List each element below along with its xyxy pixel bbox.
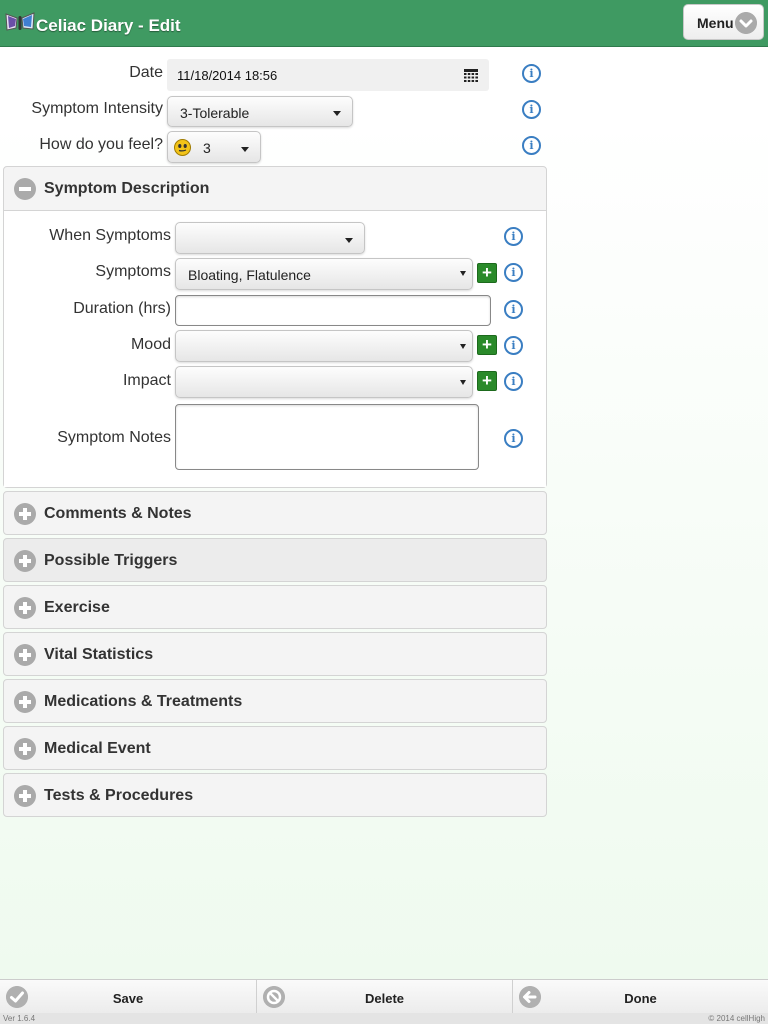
caret-down-icon <box>345 238 353 243</box>
impact-select[interactable] <box>175 366 473 398</box>
section-title: Vital Statistics <box>44 646 154 663</box>
app-header <box>0 0 768 47</box>
calendar-icon[interactable] <box>464 69 478 82</box>
feel-info-icon[interactable]: i <box>522 136 541 155</box>
minus-circle-icon <box>14 178 36 200</box>
duration-label: Duration (hrs) <box>73 300 171 317</box>
date-info-icon[interactable]: i <box>522 64 541 83</box>
intensity-info-icon[interactable]: i <box>522 100 541 119</box>
plus-circle-icon <box>14 550 36 572</box>
symptoms-label: Symptoms <box>95 263 171 280</box>
page-title: Celiac Diary - Edit <box>36 16 181 35</box>
symptom-notes-textarea[interactable] <box>175 404 479 470</box>
caret-down-icon <box>241 147 249 152</box>
date-label: Date <box>129 64 163 81</box>
section-medications-treatments[interactable] <box>3 679 547 723</box>
plus-circle-icon <box>14 785 36 807</box>
mood-info-icon[interactable]: i <box>504 336 523 355</box>
when-symptoms-label: When Symptoms <box>49 227 171 244</box>
save-label: Save <box>112 991 144 1006</box>
impact-label: Impact <box>122 372 171 389</box>
butterfly-logo-icon <box>4 10 36 32</box>
section-symptom-description-body <box>4 210 546 487</box>
section-title: Exercise <box>44 599 110 616</box>
section-header[interactable] <box>4 727 546 770</box>
section-title: Symptom Description <box>44 180 210 197</box>
section-exercise[interactable] <box>3 585 547 629</box>
feel-select[interactable] <box>167 131 261 163</box>
mood-select[interactable] <box>175 330 473 362</box>
date-field[interactable] <box>167 59 489 91</box>
footer-toolbar <box>0 979 768 1013</box>
duration-info-icon[interactable]: i <box>504 300 523 319</box>
plus-circle-icon <box>14 644 36 666</box>
symptoms-select[interactable] <box>175 258 473 290</box>
delete-label: Delete <box>364 991 405 1006</box>
intensity-value: 3-Tolerable <box>180 105 250 121</box>
done-label: Done <box>624 991 657 1006</box>
add-mood-button[interactable]: + <box>477 335 497 355</box>
smiley-icon <box>174 139 191 156</box>
intensity-label: Symptom Intensity <box>31 100 163 117</box>
when-symptoms-info-icon[interactable]: i <box>504 227 523 246</box>
section-medical-event[interactable] <box>3 726 547 770</box>
copyright-text: © 2014 cellHigh <box>708 1014 765 1023</box>
caret-down-icon <box>460 271 466 276</box>
section-header[interactable] <box>4 774 546 817</box>
section-title: Tests & Procedures <box>44 787 194 804</box>
add-impact-button[interactable]: + <box>477 371 497 391</box>
plus-circle-icon <box>14 597 36 619</box>
section-possible-triggers[interactable] <box>3 538 547 582</box>
section-title: Comments & Notes <box>44 505 192 522</box>
section-title: Medications & Treatments <box>44 693 243 710</box>
impact-info-icon[interactable]: i <box>504 372 523 391</box>
caret-down-icon <box>333 111 341 116</box>
feel-value: 3 <box>203 140 211 156</box>
add-symptom-button[interactable]: + <box>477 263 497 283</box>
done-button[interactable] <box>512 980 768 1014</box>
section-tests-procedures[interactable] <box>3 773 547 817</box>
when-symptoms-select[interactable] <box>175 222 365 254</box>
section-symptom-description-header[interactable] <box>4 167 546 210</box>
section-header[interactable] <box>4 633 546 676</box>
section-header[interactable] <box>4 492 546 535</box>
date-value: 11/18/2014 18:56 <box>177 68 278 83</box>
plus-circle-icon <box>14 691 36 713</box>
version-text: Ver 1.6.4 <box>3 1014 36 1023</box>
duration-input[interactable] <box>175 295 491 326</box>
section-header[interactable] <box>4 539 546 582</box>
symptom-notes-label: Symptom Notes <box>57 429 171 446</box>
save-button[interactable] <box>0 980 256 1014</box>
section-symptom-description <box>3 166 547 488</box>
section-vital-statistics[interactable] <box>3 632 547 676</box>
feel-label: How do you feel? <box>39 136 163 153</box>
caret-down-icon <box>460 380 466 385</box>
chevron-down-icon <box>735 12 757 34</box>
section-title: Medical Event <box>44 740 151 757</box>
mood-label: Mood <box>130 336 171 353</box>
caret-down-icon <box>460 344 466 349</box>
menu-button-label: Menu <box>697 15 734 31</box>
section-comments-notes[interactable] <box>3 491 547 535</box>
plus-circle-icon <box>14 738 36 760</box>
symptom-notes-info-icon[interactable]: i <box>504 429 523 448</box>
section-header[interactable] <box>4 680 546 723</box>
symptoms-info-icon[interactable]: i <box>504 263 523 282</box>
menu-button[interactable] <box>683 4 764 40</box>
delete-button[interactable] <box>256 980 512 1014</box>
bottom-bar <box>0 1013 768 1024</box>
section-title: Possible Triggers <box>44 552 178 569</box>
section-header[interactable] <box>4 586 546 629</box>
intensity-select[interactable] <box>167 96 353 127</box>
symptoms-value: Bloating, Flatulence <box>188 267 311 283</box>
plus-circle-icon <box>14 503 36 525</box>
